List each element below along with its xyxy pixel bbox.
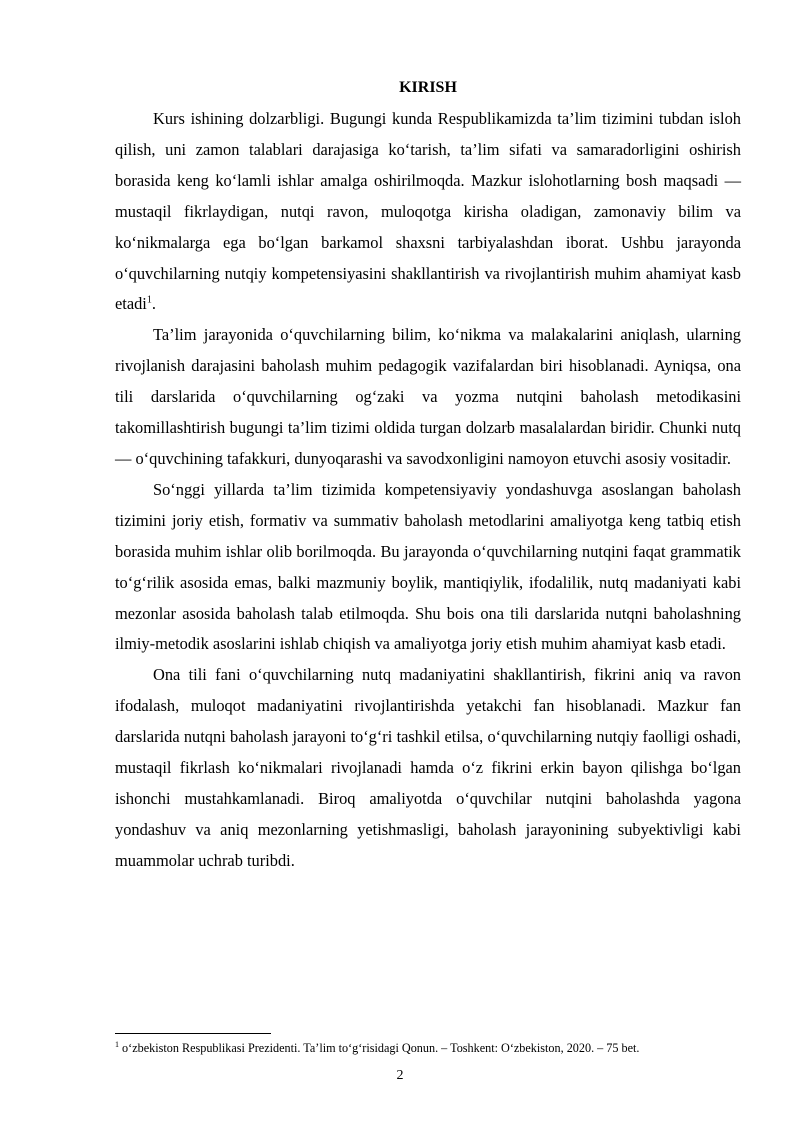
footnote-marker: 1 [115, 1039, 119, 1049]
paragraph-4-text: Ona tili fani o‘quvchilarning nutq madaniyatini shakllantirish, fikrini aniq va ravon ifodalash, muloqot madaniyatini rivojlantirishda yetakchi fan hisoblanadi. Mazkur fan darslarida nutqni baholash jarayoni to‘g‘ri tashkil etilsa, o‘quvchilarning nutqiy faolligi oshadi, mustaqil fikrlash ko‘nikmalari rivojlanadi hamda o‘z fikrini erkin bayon qilishga bo‘lgan ishonchi mustahkamlanadi. Biroq amaliyotda o‘quvchilar nutqini baholashda yagona yondashuv va aniq mezonlarning yetishmasligi, baholash jarayonining subyektivligi kabi muammolar uchrab turibdi. [115, 665, 741, 870]
footnote-reference: 1 [146, 294, 152, 306]
footnote [115, 1040, 741, 1056]
paragraph-2-text: Ta’lim jarayonida o‘quvchilarning bilim, ko‘nikma va malakalarini aniqlash, ularning rivojlanish darajasini baholash muhim pedagogik vazifalardan biri hisoblanadi. Ayniqsa, ona tili darslarida o‘quvchilarning og‘zaki va yozma nutqini baholash metodikasini takomillashtirish bugungi ta’lim tizimi oldida turgan dolzarb masalalardan biridir. Chunki nutq — o‘quvchining tafakkuri, dunyoqarashi va savodxonligini namoyon etuvchi asosiy vositadir. [115, 325, 741, 468]
footnote-separator [115, 1033, 271, 1034]
page-number: 2 [396, 1068, 404, 1083]
paragraph-4 [115, 660, 741, 876]
paragraph-3 [115, 475, 741, 660]
paragraph-3-text: So‘nggi yillarda ta’lim tizimida kompetensiyaviy yondashuvga asoslangan baholash tizimini joriy etish, formativ va summativ baholash metodlarini amaliyotga keng tatbiq etish borasida muhim ishlar olib borilmoqda. Bu jarayonda o‘quvchilarning nutqini faqat grammatik to‘g‘rilik asosida emas, balki mazmuniy boylik, mantiqiylik, ifodalilik, nutq madaniyati kabi mezonlar asosida baholash talab etilmoqda. Shu bois ona tili darslarida nutqni baholashning ilmiy-metodik asoslarini ishlab chiqish va amaliyotga joriy etish muhim ahamiyat kasb etadi. [115, 479, 741, 654]
paragraph-1-end: . [151, 294, 156, 314]
paragraph-2 [115, 320, 741, 475]
document-page [115, 78, 741, 877]
section-heading: KIRISH [399, 79, 457, 96]
paragraph-1-text: Kurs ishining dolzarbligi. Bugungi kunda Respublikamizda ta’lim tizimini tubdan isloh qilish, uni zamon talablari darajasiga ko‘tarish, ta’lim sifati va samaradorligini oshirish borasida keng ko‘lamli ishlar amalga oshirilmoqda. Mazkur islohotlarning bosh maqsadi — mustaqil fikrlaydigan, nutqi ravon, muloqotga kirisha oladigan, zamonaviy bilim va ko‘nikmalarga ega bo‘lgan barkamol shaxsni tarbiyalashdan iborat. Ushbu jarayonda o‘quvchilarning nutqiy kompetensiyasini shakllantirish va rivojlantirish muhim ahamiyat kasb etadi [115, 109, 741, 314]
paragraph-1 [115, 104, 741, 320]
footnote-text: o‘zbekiston Respublikasi Prezidenti. Ta’lim to‘g‘risidagi Qonun. – Toshkent: O‘zbekiston, 2020. – 75 bet. [119, 1041, 640, 1055]
